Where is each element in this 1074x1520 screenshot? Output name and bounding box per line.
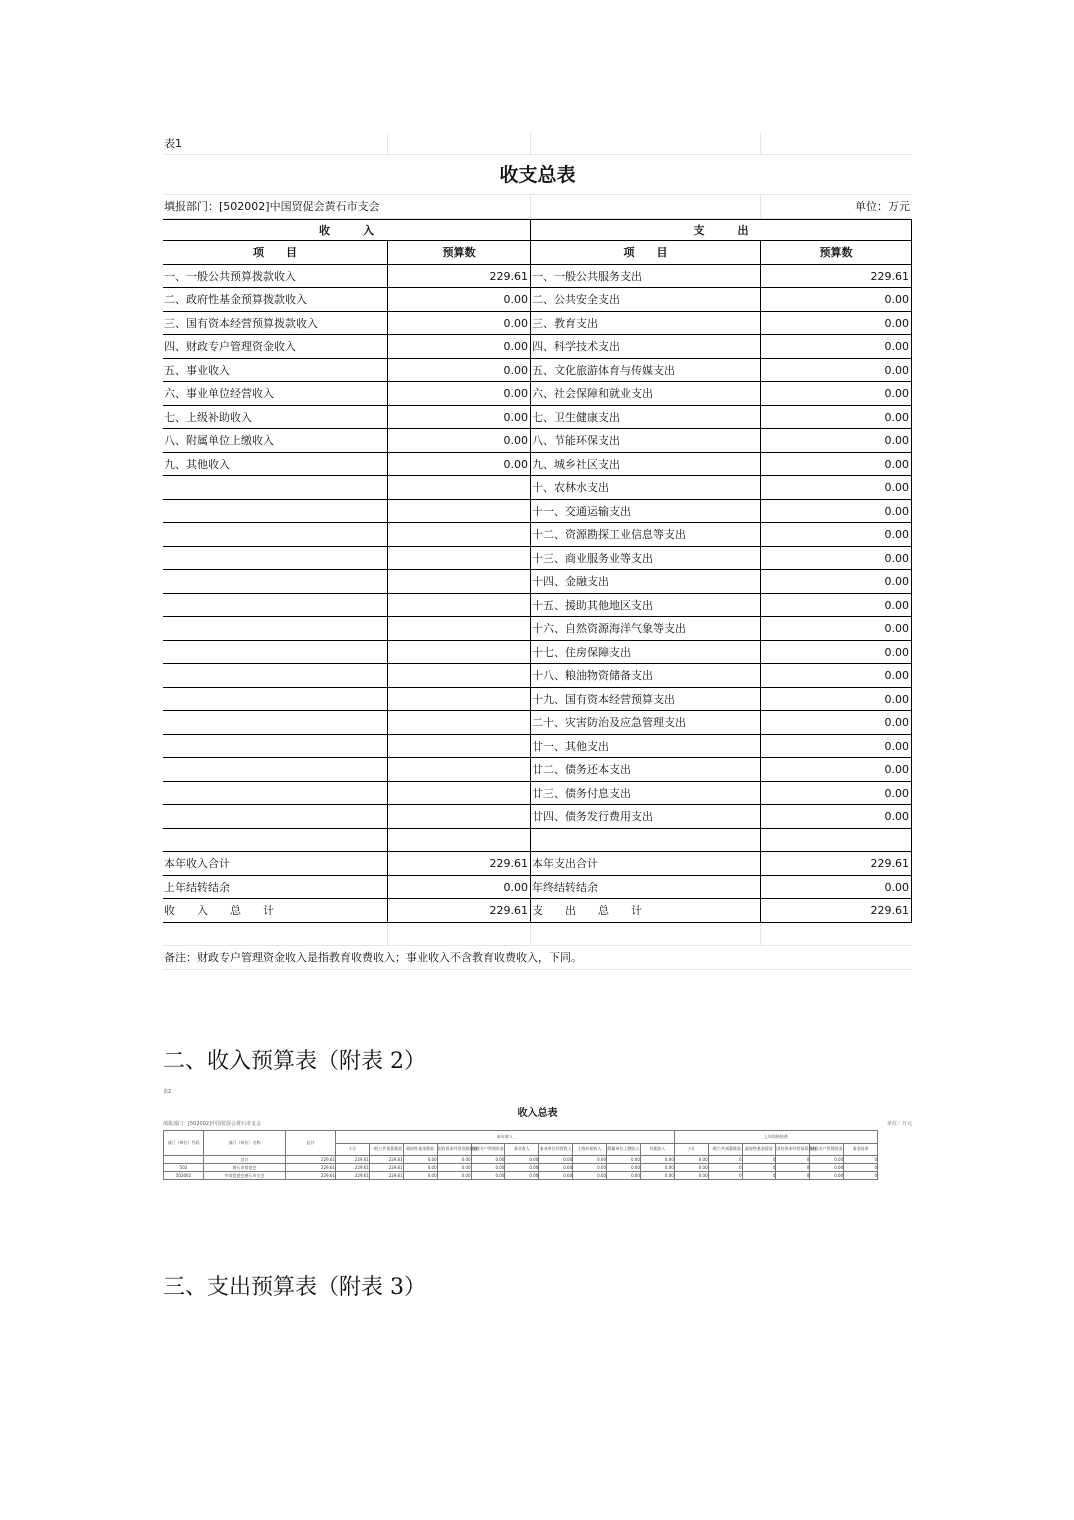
income-item [163, 758, 388, 782]
expense-amount: 0.00 [761, 500, 912, 524]
table2-cell: 0.00 [471, 1156, 505, 1164]
table2-cell: 0.00 [573, 1172, 607, 1180]
income-header: 收 入 [163, 220, 531, 241]
table2-column-header: 国有资本经营预算拨款 [437, 1143, 471, 1156]
income-item: 四、财政专户管理资金收入 [163, 335, 388, 359]
table-row [163, 476, 912, 500]
income-item [163, 688, 388, 712]
table2-column-header: 政府性基金拨款 [742, 1143, 776, 1156]
table-row [163, 829, 912, 853]
table2-cell: 0.00 [403, 1164, 437, 1172]
expense-amount: 0.00 [761, 570, 912, 594]
expense-item: 十九、国有资本经营预算支出 [531, 688, 761, 712]
table2-cell: 0.00 [471, 1172, 505, 1180]
section-heading-income-budget: 二、收入预算表（附表 2） [163, 1049, 426, 1074]
income-amount: 229.61 [388, 265, 531, 289]
table-row [163, 288, 912, 312]
table2-cell: 0.00 [640, 1156, 674, 1164]
income-amount [388, 500, 531, 524]
income-item: 二、政府性基金预算拨款收入 [163, 288, 388, 312]
expense-item: 九、城乡社区支出 [531, 453, 761, 477]
income-expense-summary-table [163, 133, 912, 970]
table2-column-header: 一般公共预算拨款 [708, 1143, 742, 1156]
table2-column-header: 财政专户管理资金 [471, 1143, 505, 1156]
expense-header: 支 出 [531, 220, 912, 241]
table-row [163, 453, 912, 477]
expense-item: 十四、金融支出 [531, 570, 761, 594]
expense-amount: 0.00 [761, 523, 912, 547]
table-row [163, 758, 912, 782]
table2-cell: 502002 [164, 1172, 204, 1180]
table2-column-header: 小计 [674, 1143, 708, 1156]
income-item: 三、国有资本经营预算拨款收入 [163, 312, 388, 336]
table-row [163, 899, 912, 923]
table2-cell: 0.00 [674, 1156, 708, 1164]
expense-amount: 229.61 [761, 265, 912, 289]
income-item [163, 594, 388, 618]
table2-cell: 0.00 [403, 1156, 437, 1164]
income-item: 八、附属单位上缴收入 [163, 429, 388, 453]
expense-item: 支 出 总 计 [531, 899, 761, 923]
income-item [163, 829, 388, 853]
income-amount [388, 641, 531, 665]
income-amount: 0.00 [388, 876, 531, 900]
income-amount [388, 476, 531, 500]
table2-cell: 0.00 [539, 1164, 573, 1172]
table-row [163, 500, 912, 524]
table2-group-carryover: 上年结转结余 [674, 1131, 877, 1144]
table-row [163, 735, 912, 759]
table2-cell: 0.00 [539, 1156, 573, 1164]
expense-amount: 229.61 [761, 852, 912, 876]
expense-amount: 0.00 [761, 476, 912, 500]
table2-cell: 黄石市贸促会 [204, 1164, 286, 1172]
table2-cell [164, 1156, 204, 1164]
table2-column-header: 事业单位经营收入 [539, 1143, 573, 1156]
expense-item: 廿四、债务发行费用支出 [531, 805, 761, 829]
expense-item: 六、社会保障和就业支出 [531, 382, 761, 406]
income-amount [388, 594, 531, 618]
table2-cell: 0.00 [607, 1156, 641, 1164]
income-amount: 0.00 [388, 406, 531, 430]
table2-dept: 填报部门：[502002]中国贸促会黄石市支会 [163, 1121, 261, 1127]
table2-cell: 0.00 [810, 1172, 844, 1180]
table2-cell: 总计 [204, 1156, 286, 1164]
expense-amount: 0.00 [761, 288, 912, 312]
expense-amount: 0.00 [761, 429, 912, 453]
table2-cell: 0.00 [674, 1172, 708, 1180]
table2-cell: 0 [844, 1172, 878, 1180]
table2-column-header: 事业结余 [844, 1143, 878, 1156]
expense-amount: 0.00 [761, 547, 912, 571]
table2-column-header: 国有资本经营预算拨款 [776, 1143, 810, 1156]
table2-column-header: 事业收入 [505, 1143, 539, 1156]
income-amount [388, 711, 531, 735]
table-row [163, 782, 912, 806]
table2-cell: 0 [776, 1172, 810, 1180]
income-amount: 229.61 [388, 852, 531, 876]
table2-column-header: 财政专户管理资金 [810, 1143, 844, 1156]
income-item: 上年结转结余 [163, 876, 388, 900]
table2-cell: 0.00 [573, 1156, 607, 1164]
income-item-header: 项 目 [163, 241, 388, 265]
table2-cell: 0.00 [505, 1172, 539, 1180]
income-budget-table [163, 1088, 912, 1200]
table-row [163, 594, 912, 618]
table2-cell: 0.00 [403, 1172, 437, 1180]
table2-cell: 0.00 [471, 1164, 505, 1172]
table2-cell: 0.00 [437, 1156, 471, 1164]
income-amount: 0.00 [388, 288, 531, 312]
table2-cell: 0 [776, 1164, 810, 1172]
expense-amount: 229.61 [761, 899, 912, 923]
table2-cell: 0.00 [640, 1164, 674, 1172]
income-amount-header: 预算数 [388, 241, 531, 265]
table2-cell: 229.61 [336, 1164, 370, 1172]
expense-amount [761, 829, 912, 853]
unit-label: 单位：万元 [761, 195, 912, 219]
expense-item: 十六、自然资源海洋气象等支出 [531, 617, 761, 641]
income-item [163, 617, 388, 641]
table2-cell: 0.00 [437, 1172, 471, 1180]
expense-amount: 0.00 [761, 758, 912, 782]
expense-amount: 0.00 [761, 406, 912, 430]
expense-item: 十七、住房保障支出 [531, 641, 761, 665]
table2-cell: 0 [844, 1164, 878, 1172]
income-item [163, 805, 388, 829]
expense-item: 一、一般公共服务支出 [531, 265, 761, 289]
income-item [163, 664, 388, 688]
income-item: 九、其他收入 [163, 453, 388, 477]
expense-item: 八、节能环保支出 [531, 429, 761, 453]
income-item: 七、上级补助收入 [163, 406, 388, 430]
income-amount: 0.00 [388, 312, 531, 336]
expense-item: 七、卫生健康支出 [531, 406, 761, 430]
expense-item: 二十、灾害防治及应急管理支出 [531, 711, 761, 735]
table2-cell: 229.61 [336, 1156, 370, 1164]
table2-cell: 0.00 [573, 1164, 607, 1172]
table2-cell: 0.00 [810, 1156, 844, 1164]
table-row [163, 688, 912, 712]
income-item [163, 476, 388, 500]
expense-amount: 0.00 [761, 664, 912, 688]
table2-cell: 中国贸促会黄石市支会 [204, 1172, 286, 1180]
table2-column-header: 其他收入 [640, 1143, 674, 1156]
table2-column-header: 总计 [286, 1131, 336, 1156]
income-amount: 0.00 [388, 453, 531, 477]
expense-amount: 0.00 [761, 782, 912, 806]
table2-cell: 0 [708, 1164, 742, 1172]
income-amount: 0.00 [388, 382, 531, 406]
expense-item: 十一、交通运输支出 [531, 500, 761, 524]
expense-item: 廿一、其他支出 [531, 735, 761, 759]
table2-cell: 0.00 [539, 1172, 573, 1180]
section-heading-expense-budget: 三、支出预算表（附表 3） [163, 1275, 426, 1300]
table2-column-header: 部门（单位）名称 [204, 1131, 286, 1156]
income-amount [388, 523, 531, 547]
income-amount: 0.00 [388, 429, 531, 453]
table2-cell: 0 [708, 1156, 742, 1164]
table-row [164, 1172, 912, 1180]
table-row [164, 1156, 912, 1164]
table-row [164, 1164, 912, 1172]
table2-cell: 0.00 [607, 1164, 641, 1172]
table2-cell: 229.61 [286, 1172, 336, 1180]
table2-cell: 0.00 [607, 1172, 641, 1180]
expense-item: 十五、援助其他地区支出 [531, 594, 761, 618]
income-item [163, 711, 388, 735]
table-row [163, 359, 912, 383]
table-row [163, 664, 912, 688]
income-amount [388, 782, 531, 806]
income-amount [388, 688, 531, 712]
expense-amount: 0.00 [761, 335, 912, 359]
table-row [163, 312, 912, 336]
income-amount [388, 735, 531, 759]
table-row [163, 523, 912, 547]
table-row [163, 406, 912, 430]
table2-cell: 502 [164, 1164, 204, 1172]
table2-column-header: 一般公共预算拨款 [369, 1143, 403, 1156]
income-item [163, 641, 388, 665]
expense-amount: 0.00 [761, 876, 912, 900]
table2-unit: 单位：万元 [886, 1121, 912, 1127]
income-amount [388, 829, 531, 853]
table2-cell: 0.00 [505, 1156, 539, 1164]
table2-cell: 0 [844, 1156, 878, 1164]
income-item [163, 782, 388, 806]
table-row [163, 547, 912, 571]
income-amount: 0.00 [388, 359, 531, 383]
income-amount [388, 547, 531, 571]
table2-cell: 0.00 [640, 1172, 674, 1180]
table-title: 收支总表 [163, 155, 912, 195]
table2-cell: 0 [708, 1172, 742, 1180]
expense-item [531, 829, 761, 853]
table2-cell: 0 [776, 1156, 810, 1164]
expense-item: 十、农林水支出 [531, 476, 761, 500]
expense-item: 十八、粮油物资储备支出 [531, 664, 761, 688]
expense-amount: 0.00 [761, 617, 912, 641]
table2-cell: 229.61 [369, 1156, 403, 1164]
table2-title: 收入总表 [517, 1108, 558, 1119]
expense-amount: 0.00 [761, 453, 912, 477]
table-row [163, 805, 912, 829]
expense-item: 五、文化旅游体育与传媒支出 [531, 359, 761, 383]
table-row [163, 641, 912, 665]
income-amount [388, 617, 531, 641]
table-label: 表1 [163, 133, 388, 155]
table2-cell: 0 [742, 1156, 776, 1164]
table2-cell: 0.00 [810, 1164, 844, 1172]
expense-item: 三、教育支出 [531, 312, 761, 336]
table-row [163, 876, 912, 900]
table2-group-current: 本年收入 [336, 1131, 675, 1144]
income-amount [388, 570, 531, 594]
table2-cell: 229.61 [336, 1172, 370, 1180]
table-row [163, 335, 912, 359]
income-amount [388, 805, 531, 829]
table2-cell: 0.00 [505, 1164, 539, 1172]
table2-column-header: 上级补助收入 [573, 1143, 607, 1156]
expense-item: 二、公共安全支出 [531, 288, 761, 312]
income-item [163, 570, 388, 594]
income-item: 本年收入合计 [163, 852, 388, 876]
income-amount: 0.00 [388, 335, 531, 359]
expense-amount-header: 预算数 [761, 241, 912, 265]
table-row [163, 265, 912, 289]
dept-label: 填报部门：[502002]中国贸促会黄石市支会 [163, 195, 531, 219]
income-item [163, 523, 388, 547]
expense-amount: 0.00 [761, 312, 912, 336]
table2-grid [163, 1130, 912, 1180]
income-item: 一、一般公共预算拨款收入 [163, 265, 388, 289]
table-row [163, 711, 912, 735]
expense-item: 本年支出合计 [531, 852, 761, 876]
expense-item: 十三、商业服务业等支出 [531, 547, 761, 571]
table2-column-header: 附属单位上缴收入 [607, 1143, 641, 1156]
table2-column-header: 小计 [336, 1143, 370, 1156]
expense-item: 十二、资源勘探工业信息等支出 [531, 523, 761, 547]
expense-item-header: 项 目 [531, 241, 761, 265]
expense-item: 廿三、债务付息支出 [531, 782, 761, 806]
table-row [163, 617, 912, 641]
expense-amount: 0.00 [761, 359, 912, 383]
table2-cell: 229.61 [369, 1172, 403, 1180]
income-amount [388, 664, 531, 688]
table2-cell: 0 [742, 1164, 776, 1172]
table2-cell: 0.00 [437, 1164, 471, 1172]
expense-amount: 0.00 [761, 688, 912, 712]
expense-amount: 0.00 [761, 594, 912, 618]
expense-amount: 0.00 [761, 641, 912, 665]
table2-column-header: 部门（单位）代码 [164, 1131, 204, 1156]
table2-cell: 0.00 [674, 1164, 708, 1172]
table-row [163, 852, 912, 876]
income-item [163, 735, 388, 759]
table2-cell: 229.61 [369, 1164, 403, 1172]
income-item [163, 547, 388, 571]
expense-amount: 0.00 [761, 711, 912, 735]
table2-column-header: 政府性基金拨款 [403, 1143, 437, 1156]
table2-label: 表2 [163, 1089, 172, 1095]
table2-cell: 229.61 [286, 1156, 336, 1164]
table-row [163, 429, 912, 453]
income-item [163, 500, 388, 524]
expense-item: 四、科学技术支出 [531, 335, 761, 359]
table-note: 备注：财政专户管理资金收入是指教育收费收入；事业收入不含教育收费收入，下同。 [163, 946, 912, 970]
expense-amount: 0.00 [761, 805, 912, 829]
expense-amount: 0.00 [761, 735, 912, 759]
table-row [163, 382, 912, 406]
income-item: 六、事业单位经营收入 [163, 382, 388, 406]
table2-cell: 0 [742, 1172, 776, 1180]
income-item: 收 入 总 计 [163, 899, 388, 923]
expense-item: 年终结转结余 [531, 876, 761, 900]
table-row [163, 570, 912, 594]
expense-amount: 0.00 [761, 382, 912, 406]
income-amount [388, 758, 531, 782]
income-item: 五、事业收入 [163, 359, 388, 383]
table2-cell: 229.61 [286, 1164, 336, 1172]
income-amount: 229.61 [388, 899, 531, 923]
expense-item: 廿二、债务还本支出 [531, 758, 761, 782]
